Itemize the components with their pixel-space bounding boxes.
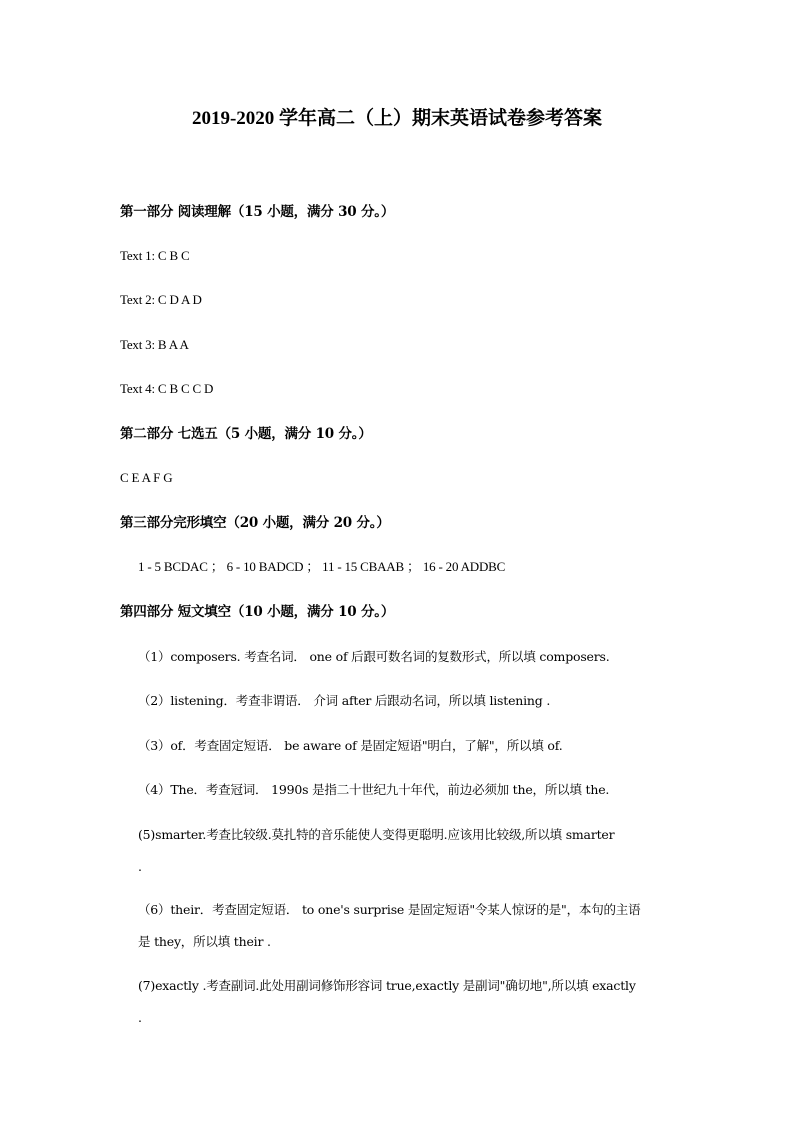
part3-answer: 1 - 5 BCDAC ； 6 - 10 BADCD ； 11 - 15 CBAAB ； 16 - 20 ADDBC [138,559,506,574]
part4-item-2: （2）listening．考查非谓语． 介词 after 后跟动名词，所以填 listening . [138,693,551,708]
part4-heading: 第四部分 短文填空（10 小题，满分 10 分。） [120,604,395,620]
part4-item-5: (5)smarter.考查比较级.莫扎特的音乐能使人变得更聪明.应该用比较级,所以填 smarter [138,827,615,842]
part1-heading: 第一部分 阅读理解（15 小题，满分 30 分。） [120,204,395,220]
part2-answer: C E A F G [120,470,173,485]
part4-item-4: （4）The．考查冠词． 1990s 是指二十世纪九十年代，前边必须加 the，所以填 the. [138,782,610,797]
part1-text1-answer: Text 1: C B C [120,248,190,263]
part2-heading: 第二部分 七选五（5 小题，满分 10 分。） [120,426,372,442]
part4-item-3: （3）of．考查固定短语． be aware of 是固定短语"明白，了解"，所以填 of. [138,738,563,753]
part4-item-7: (7)exactly .考查副词.此处用副词修饰形容词 true,exactly 是副词"确切地",所以填 exactly [138,978,636,993]
part1-text4-answer: Text 4: C B C C D [120,381,214,396]
part1-text3-answer: Text 3: B A A [120,337,189,352]
part4-item-1: （1）composers. 考查名词． one of 后跟可数名词的复数形式，所以填 composers. [138,649,610,664]
part4-item-6: （6）their．考查固定短语． to one's surprise 是固定短语"令某人惊讶的是"，本句的主语 [138,902,641,917]
part3-heading: 第三部分完形填空（20 小题，满分 20 分。） [120,515,390,531]
page-title: 2019-2020 学年高二（上）期末英语试卷参考答案 [191,108,603,129]
part1-text2-answer: Text 2: C D A D [120,292,202,307]
part4-item-5-continuation: . [138,859,142,874]
part4-item-7-continuation: . [138,1010,142,1025]
part4-item-6-continuation: 是 they，所以填 their . [138,934,271,949]
